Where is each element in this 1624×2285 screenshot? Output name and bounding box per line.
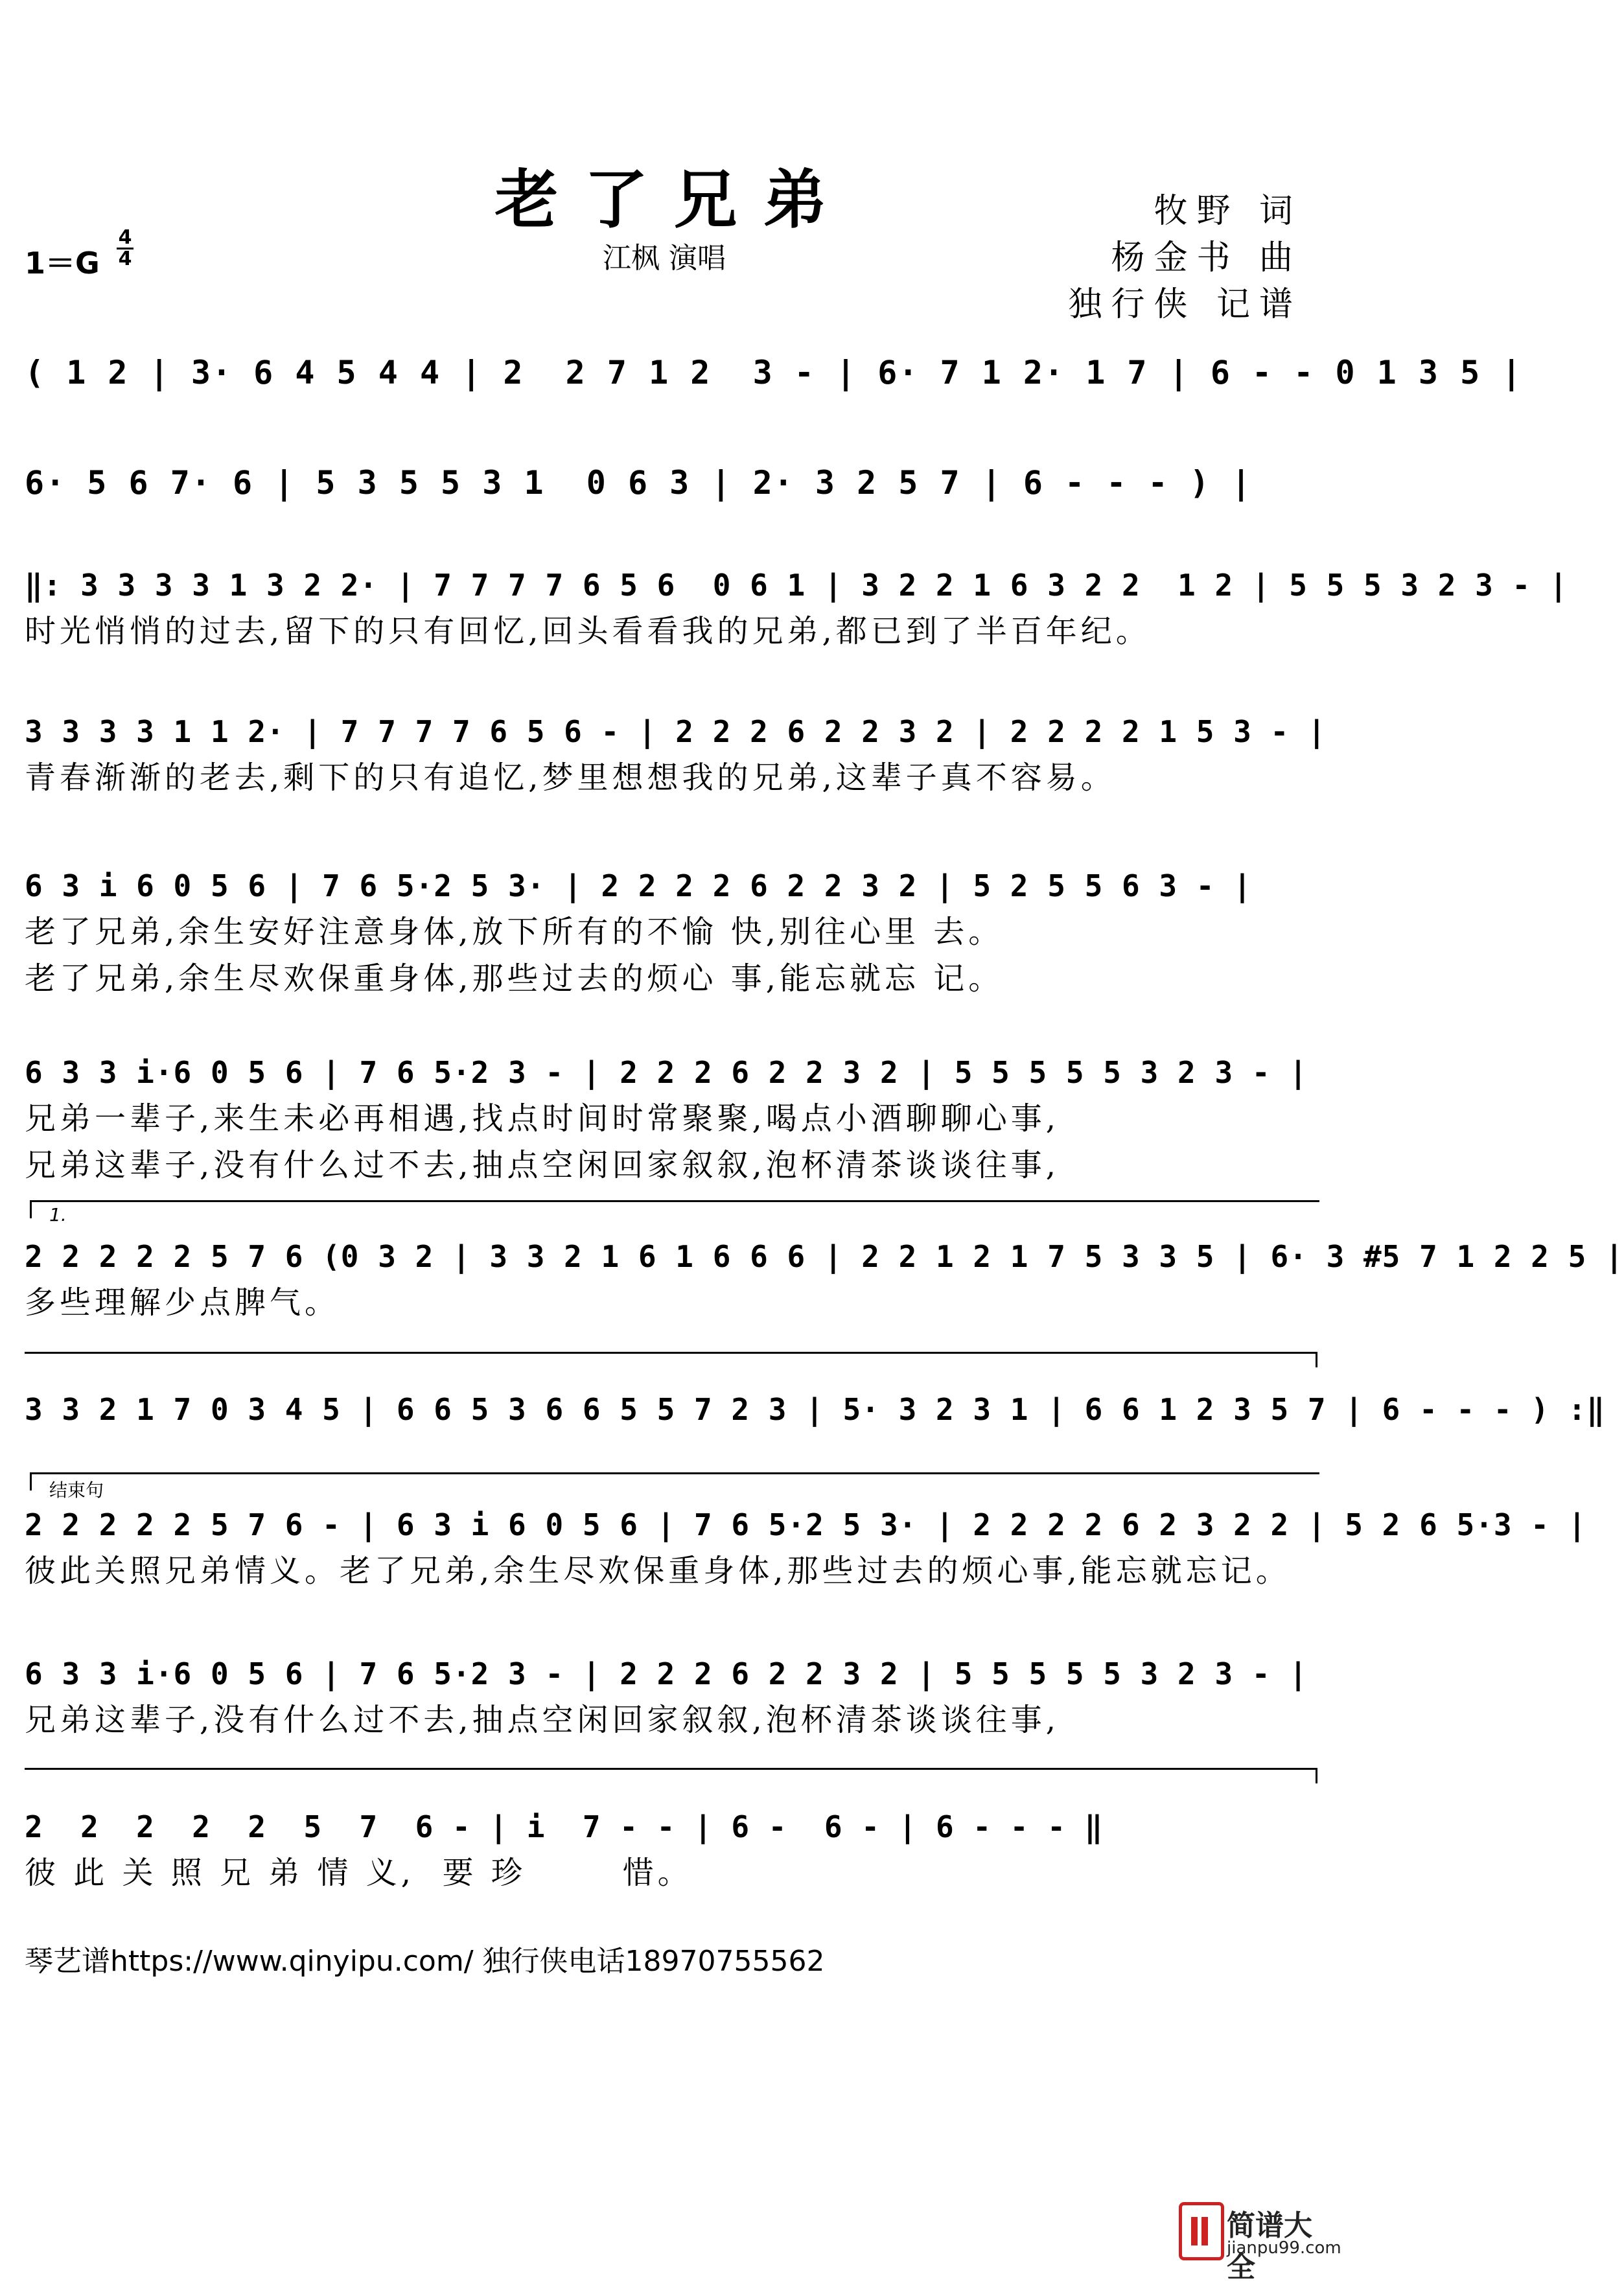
time-signature-bottom: 4: [118, 248, 132, 270]
volta-label: 1.: [49, 1204, 67, 1225]
notes: 6· 5 6 7· 6 | 5 3 5 5 3 1 0 6 3 | 2· 3 2 5 7 | 6 - - - ) |: [25, 464, 1253, 502]
score-line-3: [25, 563, 1568, 655]
logo-url: jianpu99.com: [1227, 2238, 1341, 2258]
score-line-9: [25, 1502, 1587, 1594]
lyric-second-verse: 老了兄弟,余生尽欢保重身体,那些过去的烦心 事,能忘就忘 记。: [25, 960, 1004, 997]
ending-bracket: [30, 1472, 1319, 1474]
song-title: 老了兄弟: [494, 163, 853, 237]
score-line-6: [25, 1050, 1321, 1189]
volta-bracket: [30, 1200, 1319, 1202]
score-line-2: [25, 460, 1321, 505]
lyric: 兄弟这辈子,没有什么过不去,抽点空闲回家叙叙,泡杯清茶谈谈往事,: [25, 1702, 1060, 1738]
time-signature: [117, 228, 133, 269]
lyric: 兄弟一辈子,来生未必再相遇,找点时间时常聚聚,喝点小酒聊聊心事,: [25, 1100, 1060, 1137]
site-logo: [1179, 2196, 1341, 2284]
key-signature: 1＝G: [25, 246, 100, 281]
score-line-7: [25, 1234, 1624, 1326]
notes: 2 2 2 2 2 5 7 6 - | 6 3 i 6 0 5 6 | 7 6 5·2 5 3· | 2 2 2 2 6 2 3 2 2 | 5 2 6 5·3 - |: [25, 1507, 1587, 1542]
notes: 6 3 i 6 0 5 6 | 7 6 5·2 5 3· | 2 2 2 2 6 2 2 3 2 | 5 2 5 5 6 3 - |: [25, 868, 1252, 903]
lyric: 青春渐渐的老去,剩下的只有追忆,梦里想想我的兄弟,这辈子真不容易。: [25, 760, 1116, 796]
score-line-5: [25, 863, 1321, 1002]
time-signature-top: 4: [118, 226, 132, 249]
lyric: 时光悄悄的过去,留下的只有回忆,回头看看我的兄弟,都已到了半百年纪。: [25, 613, 1151, 649]
notes: 2 2 2 2 2 5 7 6 (0 3 2 | 3 3 2 1 6 1 6 6 6 | 2 2 1 2 1 7 5 3 3 5 | 6· 3 #5 7 1 2 2 5 |: [25, 1239, 1624, 1274]
notes: 6 3 3 i·6 0 5 6 | 7 6 5·2 3 - | 2 2 2 6 2 2 3 2 | 5 5 5 5 5 3 2 3 - |: [25, 1055, 1308, 1090]
footer-source: 琴艺谱https://www.qinyipu.com/ 独行侠电话18970755562: [25, 1945, 825, 1978]
notes: 6 3 3 i·6 0 5 6 | 7 6 5·2 3 - | 2 2 2 6 2 2 3 2 | 5 5 5 5 5 3 2 3 - |: [25, 1656, 1308, 1691]
lyric: 多些理解少点脾气。: [25, 1284, 340, 1321]
staff-end-line: [25, 1768, 1317, 1770]
score-line-8: [25, 1387, 1606, 1432]
ending-label: 结束句: [49, 1479, 104, 1501]
score-line-10: [25, 1651, 1321, 1743]
lyric: 彼此关照兄弟情义。老了兄弟,余生尽欢保重身体,那些过去的烦心事,能忘就忘记。: [25, 1553, 1291, 1589]
notes: ‖: 3 3 3 3 1 3 2 2· | 7 7 7 7 6 5 6 0 6 1 | 3 2 2 1 6 3 2 2 1 2 | 5 5 5 3 2 3 - |: [25, 568, 1568, 603]
piano-logo-icon: [1179, 2202, 1224, 2260]
notes: 3 3 2 1 7 0 3 4 5 | 6 6 5 3 6 6 5 5 7 2 3 | 5· 3 2 3 1 | 6 6 1 2 3 5 7 | 6 - - - ) :‖: [25, 1392, 1606, 1427]
notes: 3 3 3 3 1 1 2· | 7 7 7 7 6 5 6 - | 2 2 2 6 2 2 3 2 | 2 2 2 2 1 5 3 - |: [25, 714, 1327, 749]
score-line-1: [25, 350, 1523, 395]
lyric-second-verse: 兄弟这辈子,没有什么过不去,抽点空闲回家叙叙,泡杯清茶谈谈往事,: [25, 1147, 1060, 1183]
staff-end-line: [25, 1352, 1317, 1354]
singer: 江枫 演唱: [603, 242, 726, 275]
logo-text: 简谱大全: [1227, 2209, 1312, 2284]
lyricist: 牧野 词: [1154, 192, 1302, 231]
composer: 杨金书 曲: [1111, 238, 1302, 277]
notes: 2 2 2 2 2 5 7 6 - | i 7 - - | 6 - 6 - | 6 - - - ‖: [25, 1809, 1104, 1844]
transcriber: 独行侠 记谱: [1068, 285, 1302, 324]
credits: [1068, 188, 1302, 328]
lyric: 彼 此 关 照 兄 弟 情 义, 要 珍 惜。: [25, 1855, 693, 1891]
score-line-4: [25, 709, 1327, 801]
notes: ( 1 2 | 3· 6 4 5 4 4 | 2 2 7 1 2 3 - | 6· 7 1 2· 1 7 | 6 - - 0 1 3 5 |: [25, 354, 1523, 391]
score-line-11: [25, 1804, 1321, 1896]
lyric: 老了兄弟,余生安好注意身体,放下所有的不愉 快,别往心里 去。: [25, 914, 1004, 950]
